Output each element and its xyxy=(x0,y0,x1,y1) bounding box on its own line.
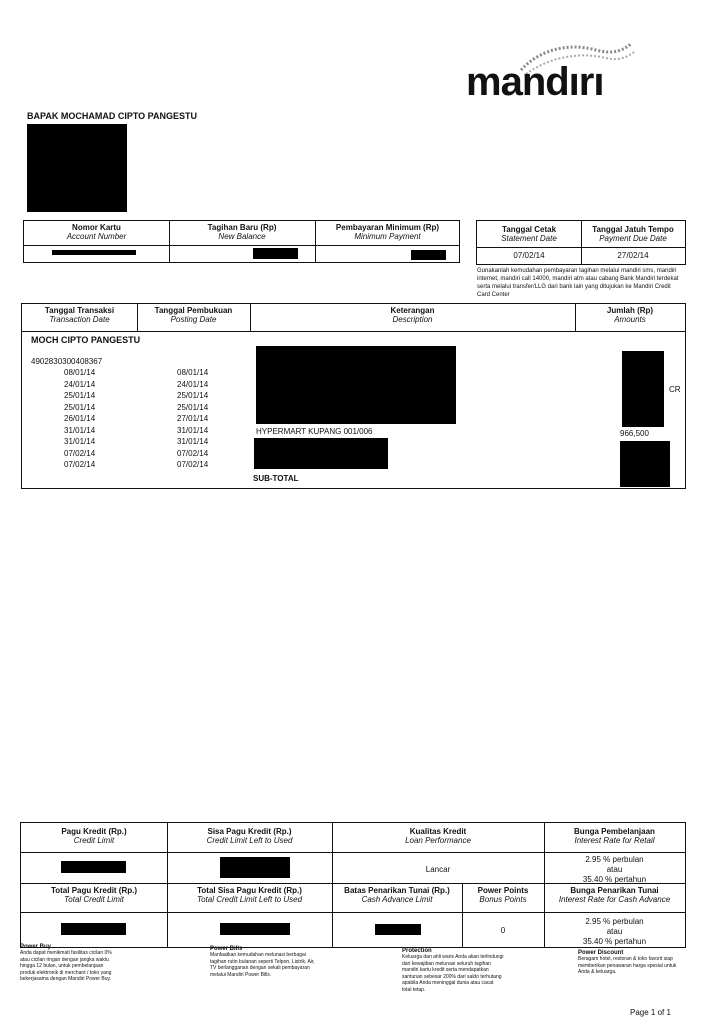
page-label: Page xyxy=(630,1008,649,1017)
summary-table: Nomor Kartu Account Number Tagihan Baru (Rp) New Balance Pembayaran Minimum (Rp) Minimum Payment xyxy=(23,220,460,263)
power-buy-title: Power Buy xyxy=(20,944,52,950)
power-bills-text: Manfaatkan kemudahan melunasi berbagai tagihan rutin bulanan seperti Telpon, Listrik, Air, TV berlangganan dengan sekali pembayaran melalui Mandiri Power Bills. xyxy=(210,952,315,978)
footer-power-bills xyxy=(210,946,318,978)
card-number: 4902830300408367 xyxy=(31,357,103,366)
retail-rate-header: Bunga Pembelanjaan xyxy=(574,827,655,836)
retail-rate-yearly: 35.40 % pertahun xyxy=(582,875,647,884)
redacted-address xyxy=(27,124,127,212)
page-total: 1 xyxy=(666,1008,671,1017)
redacted-descriptions xyxy=(256,346,456,424)
logo-wordmark: mandırı xyxy=(466,60,604,104)
footer-power-discount xyxy=(578,950,684,976)
description-header: Keterangan xyxy=(390,306,435,315)
redacted-total-limit xyxy=(61,923,126,935)
subtotal-label: SUB-TOTAL xyxy=(253,474,299,483)
table-row: 07/02/14 xyxy=(177,448,209,458)
cash-rate-or: atau xyxy=(606,927,623,936)
credit-limit-header: Pagu Kredit (Rp.) xyxy=(61,827,127,836)
cardholder-name: MOCH CIPTO PANGESTU xyxy=(31,335,141,345)
quality-header: Kualitas Kredit xyxy=(409,827,467,836)
page-of: of xyxy=(657,1008,665,1017)
due-date-header: Tanggal Jatuh Tempo xyxy=(592,225,674,234)
power-bills-title: Power Bills xyxy=(210,946,243,952)
transaction-date-header: Tanggal Transaksi xyxy=(44,306,115,315)
table-row: 07/02/14 xyxy=(177,460,209,469)
cash-limit-header: Batas Penarikan Tunai (Rp.) xyxy=(344,886,450,895)
amount-header: Jumlah (Rp) xyxy=(606,306,654,315)
redacted-credit-left xyxy=(220,857,290,878)
table-row: 25/01/14 xyxy=(177,391,209,400)
dates-table: Tanggal Cetak Statement Date Tanggal Jatuh Tempo Payment Due Date 07/02/14 27/02/14 xyxy=(476,220,686,265)
table-row: 31/01/14 xyxy=(64,425,96,435)
table-row: 27/01/14 xyxy=(177,414,209,423)
redacted-descriptions-lower xyxy=(254,438,388,469)
footer-protection xyxy=(402,948,504,993)
account-number-header: Nomor Kartu xyxy=(72,223,121,232)
redacted-total-left xyxy=(220,923,290,935)
statement-date-header: Tanggal Cetak xyxy=(501,225,557,234)
redacted-minimum-payment xyxy=(411,250,446,260)
payment-note: Gunakanlah kemudahan pembayaran tagihan melalui mandiri sms, mandiri internet, mandiri call 14000, mandiri atm atau cabang Bank Mandiri terdekat serta melalui transfer/LLG dari bank lain yang ditujukan ke Mandiri Credit Card Center xyxy=(477,268,679,298)
table-row: 25/01/14 xyxy=(64,402,96,412)
transaction-dates-column xyxy=(64,367,124,471)
minimum-payment-header: Pembayaran Minimum (Rp) xyxy=(335,223,440,232)
table-row: 08/01/14 xyxy=(64,368,96,377)
page-number xyxy=(630,1008,671,1017)
redacted-cash-limit xyxy=(375,924,421,935)
table-row: 07/02/14 xyxy=(64,448,96,458)
credit-left-header: Sisa Pagu Kredit (Rp.) xyxy=(207,827,292,836)
customer-name: BAPAK MOCHAMAD CIPTO PANGESTU xyxy=(27,111,198,121)
visible-amount: 966,500 xyxy=(620,429,649,438)
protection-text: Keluarga dan ahli waris Anda akan terlindungi dari kewajiban melunasi seluruh tagihan mandiri kartu kredit serta mendapatkan santunan sebesar 200% dari saldo terhutang apabila Anda meninggal dunia atau cacat total tetap. xyxy=(402,954,504,993)
cash-rate-header: Bunga Penarikan Tunai xyxy=(570,886,659,895)
posting-dates-column xyxy=(177,367,237,471)
cash-rate-yearly: 35.40 % pertahun xyxy=(582,937,647,946)
redacted-amounts xyxy=(622,351,664,427)
power-buy-text: Anda dapat menikmati fasilitas cicilan 0% atau cicilan ringan dengan jangka waktu hingga 12 bulan, untuk pembelanjaan produk elektronik di merchant / toko yang bekerjasama dengan Mandiri Power Buy. xyxy=(20,950,112,982)
retail-rate-or: atau xyxy=(606,865,623,874)
power-points-value: 0 xyxy=(500,926,506,935)
power-discount-title: Power Discount xyxy=(578,950,624,956)
footer-power-buy xyxy=(20,944,120,983)
due-date-value: 27/02/14 xyxy=(617,251,649,260)
redacted-new-balance xyxy=(253,248,298,259)
table-row: 24/01/14 xyxy=(64,379,96,389)
power-discount-text: Beragam hotel, restoran & toko favorit siap memberikan penawaran harga spesial untuk Anda & keluarga. xyxy=(578,956,677,975)
table-row: 25/01/14 xyxy=(64,391,96,400)
table-row: 26/01/14 xyxy=(64,414,96,423)
redacted-account-number xyxy=(52,250,136,255)
visible-description: HYPERMART KUPANG 001/006 xyxy=(256,427,373,436)
table-row: 31/01/14 xyxy=(177,437,209,446)
transactions-table: Tanggal Transaksi Transaction Date Tanggal Pembukuan Posting Date Keterangan Description Jumlah (Rp) Amounts MOCH CIPTO PANGESTU 4902830300408367 08/01/14 24/01/14 25/01/14 25/01/14 26/01/14 31/01/14 31/01/14 07/02/14 07/02/14 08/01/14 24/01/14 25/01/14 25/01/14 27/01/14 31/01/14 31/01/14 07/02/14 07/02/14 HYPERMART KUPANG 001/006 CR 966,500 SUB-TOTAL xyxy=(21,303,686,489)
limits-table: Pagu Kredit (Rp.) Credit Limit Sisa Pagu Kredit (Rp.) Credit Limit Left to Used Kualitas Kredit Loan Performance Bunga Pembelanjaan Interest Rate for Retail Lancar 2.95 % perbulan atau 35.40 % pertahun Total Pagu Kredit (Rp.) Total Credit Limit Total Sisa Pagu Kredit (Rp.) Total Credit Limit Left to Used Batas Penarikan Tunai (Rp.) Cash Advance Limit Power Points Bonus Points Bunga Penarikan Tunai Interest Rate for Cash Advance 0 2.95 % perbulan atau 35.40 % pertahun xyxy=(20,822,686,948)
total-left-header: Total Sisa Pagu Kredit (Rp.) xyxy=(197,886,302,895)
redacted-amounts-lower xyxy=(620,441,670,487)
power-points-header: Power Points xyxy=(477,886,529,895)
table-row: 25/01/14 xyxy=(177,402,209,412)
posting-date-header: Tanggal Pembukuan xyxy=(154,306,233,315)
page-current: 1 xyxy=(650,1008,656,1017)
mandiri-logo xyxy=(466,38,636,108)
retail-rate-monthly: 2.95 % perbulan xyxy=(585,855,644,864)
total-limit-header: Total Pagu Kredit (Rp.) xyxy=(50,886,138,895)
table-row: 24/01/14 xyxy=(177,379,209,389)
table-row: 08/01/14 xyxy=(177,368,209,377)
table-row: 31/01/14 xyxy=(177,425,209,435)
cash-rate-monthly: 2.95 % perbulan xyxy=(585,917,644,926)
credit-marker: CR xyxy=(669,385,681,394)
table-row: 07/02/14 xyxy=(64,460,96,469)
new-balance-header: Tagihan Baru (Rp) xyxy=(207,223,277,232)
statement-date-value: 07/02/14 xyxy=(513,251,545,260)
protection-title: Protection xyxy=(402,948,432,954)
table-row: 31/01/14 xyxy=(64,437,96,446)
quality-value: Lancar xyxy=(425,865,451,874)
redacted-credit-limit xyxy=(61,861,126,873)
